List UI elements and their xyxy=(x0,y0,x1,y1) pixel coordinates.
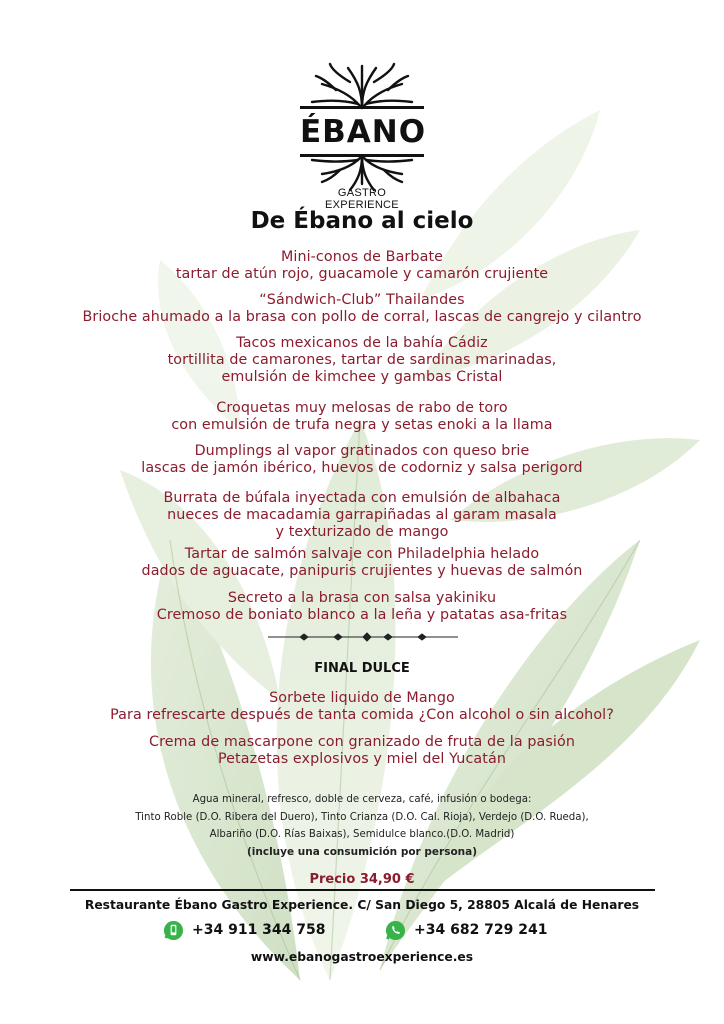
dessert-item xyxy=(0,690,724,724)
dish-desc: tartar de atún rojo, guacamole y camarón crujiente xyxy=(175,266,549,282)
dish-desc: con emulsión de trufa negra y setas enoki a la llama xyxy=(171,417,553,433)
dish-title: Mini-conos de Barbate xyxy=(280,249,444,265)
whatsapp-contact[interactable] xyxy=(385,919,548,941)
dessert-title: Crema de mascarpone con granizado de fruta de la pasión xyxy=(148,734,575,750)
phone-icon xyxy=(163,920,184,941)
whatsapp-icon xyxy=(385,920,406,941)
dish-desc: nueces de macadamia garrapiñadas al garam masala xyxy=(167,507,557,523)
phone-number[interactable]: +34 911 344 758 xyxy=(192,922,326,938)
dish-item xyxy=(0,590,724,624)
drinks-line: Tinto Roble (D.O. Ribera del Duero), Tinto Crianza (D.O. Cal. Rioja), Verdejo (D.O. Rueda), xyxy=(135,811,589,823)
dish-title: Croquetas muy melosas de rabo de toro xyxy=(216,400,508,416)
website-link[interactable]: www.ebanogastroexperience.es xyxy=(250,950,474,964)
dessert-item xyxy=(0,734,724,768)
dish-item xyxy=(0,443,724,477)
dessert-desc: Petazetas explosivos y miel del Yucatán xyxy=(217,751,507,767)
dish-desc: lascas de jamón ibérico, huevos de codorniz y salsa perigord xyxy=(141,460,583,476)
phone-contact[interactable] xyxy=(163,919,326,941)
dish-title: Burrata de búfala inyectada con emulsión de albahaca xyxy=(163,490,561,506)
dish-item xyxy=(0,249,724,283)
dish-desc: Brioche ahumado a la brasa con pollo de corral, lascas de cangrejo y cilantro xyxy=(82,309,642,325)
brand-tagline: GASTRO EXPERIENCE xyxy=(325,187,399,211)
dish-desc: tortillita de camarones, tartar de sardinas marinadas, xyxy=(167,352,557,368)
menu-title: De Ébano al cielo xyxy=(250,208,474,234)
dish-desc: Cremoso de boniato blanco a la leña y patatas asa-fritas xyxy=(156,607,568,623)
whatsapp-number[interactable]: +34 682 729 241 xyxy=(414,922,548,938)
menu-price: Precio 34,90 € xyxy=(309,872,415,887)
dish-title: Tacos mexicanos de la bahía Cádiz xyxy=(236,335,488,351)
dish-title: Dumplings al vapor gratinados con queso brie xyxy=(194,443,530,459)
drinks-line: Albariño (D.O. Rías Baixas), Semidulce blanco.(D.O. Madrid) xyxy=(209,829,515,840)
dish-item xyxy=(0,292,724,326)
dish-item xyxy=(0,546,724,580)
dish-item xyxy=(0,490,724,541)
dessert-desc: Para refrescarte después de tanta comida ¿Con alcohol o sin alcohol? xyxy=(110,707,614,723)
drinks-info xyxy=(0,791,724,861)
footer-rule xyxy=(70,889,655,891)
drinks-note: (incluye una consumición por persona) xyxy=(246,845,478,858)
dish-title: Tartar de salmón salvaje con Philadelphia helado xyxy=(184,546,540,562)
drinks-line: Agua mineral, refresco, doble de cerveza, café, infusión o bodega: xyxy=(192,794,532,805)
dish-desc: emulsión de kimchee y gambas Cristal xyxy=(221,369,503,385)
dish-title: “Sándwich-Club” Thailandes xyxy=(259,292,465,308)
dish-desc: dados de aguacate, panipuris crujientes y huevas de salmón xyxy=(141,563,583,579)
restaurant-address: Restaurante Ébano Gastro Experience. C/ San Diego 5, 28805 Alcalá de Henares xyxy=(84,898,640,912)
ornament-divider xyxy=(268,631,458,643)
dish-title: Secreto a la brasa con salsa yakiniku xyxy=(227,590,497,606)
dessert-title: Sorbete liquido de Mango xyxy=(269,690,455,706)
brand-logo xyxy=(300,62,427,211)
brand-name: ÉBANO xyxy=(300,114,427,150)
dessert-section-title: FINAL DULCE xyxy=(314,661,410,676)
dish-item xyxy=(0,335,724,386)
dish-desc: y texturizado de mango xyxy=(275,524,449,540)
dish-item xyxy=(0,400,724,434)
